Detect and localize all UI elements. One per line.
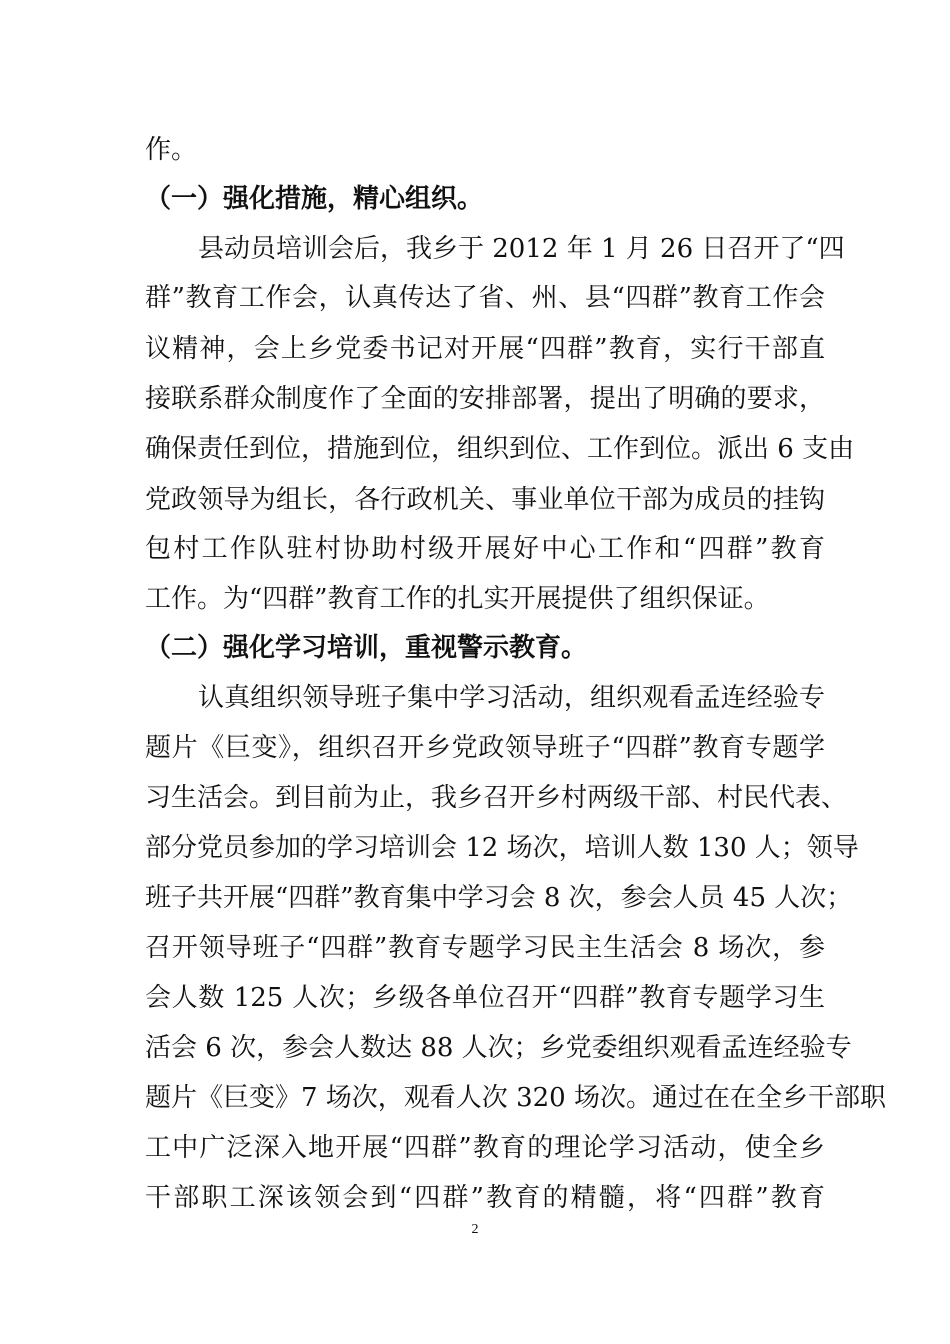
text-line: 党政领导为组长，各行政机关、事业单位干部为成员的挂钩 [145,485,825,515]
text-line: 习生活会。到目前为止，我乡召开乡村两级干部、村民代表、 [145,783,848,813]
text-line: 召开领导班子“四群”教育专题学习民主生活会 8 场次，参 [145,933,825,963]
text-line: 县动员培训会后，我乡于 2012 年 1 月 26 日召开了“四 [198,234,845,264]
text-line: 题片《巨变》，组织召开乡党政领导班子“四群”教育专题学 [145,733,825,763]
text-line: 作。 [145,135,198,165]
section-heading: （二）强化学习培训，重视警示教育。 [145,633,588,663]
text-line: 干部职工深该领会到“四群”教育的精髓，将“四群”教育 [145,1183,825,1213]
text-line: 群”教育工作会，认真传达了省、州、县“四群”教育工作会 [145,283,825,313]
page-number: 2 [471,1222,479,1237]
text-line: 部分党员参加的学习培训会 12 场次，培训人数 130 人；领导 [145,833,859,863]
text-line: 会人数 125 人次；乡级各单位召开“四群”教育专题学习生 [145,983,825,1013]
section-heading: （一）强化措施，精心组织。 [145,184,484,214]
text-line: 认真组织领导班子集中学习活动，组织观看孟连经验专 [198,683,825,713]
text-line: 工中广泛深入地开展“四群”教育的理论学习活动，使全乡 [145,1133,825,1163]
text-line: 确保责任到位，措施到位，组织到位、工作到位。派出 6 支由 [145,434,855,464]
text-line: 工作。为“四群”教育工作的扎实开展提供了组织保证。 [145,584,770,614]
text-line: 包村工作队驻村协助村级开展好中心工作和“四群”教育 [145,534,825,564]
text-line: 议精神，会上乡党委书记对开展“四群”教育，实行干部直 [145,334,825,364]
text-line: 接联系群众制度作了全面的安排部署，提出了明确的要求， [145,384,825,414]
text-line: 活会 6 次，参会人数达 88 人次；乡党委组织观看孟连经验专 [145,1033,852,1063]
text-line: 题片《巨变》7 场次，观看人次 320 场次。通过在在全乡干部职 [145,1083,886,1113]
text-line: 班子共开展“四群”教育集中学习会 8 次，参会人员 45 人次； [145,883,853,913]
